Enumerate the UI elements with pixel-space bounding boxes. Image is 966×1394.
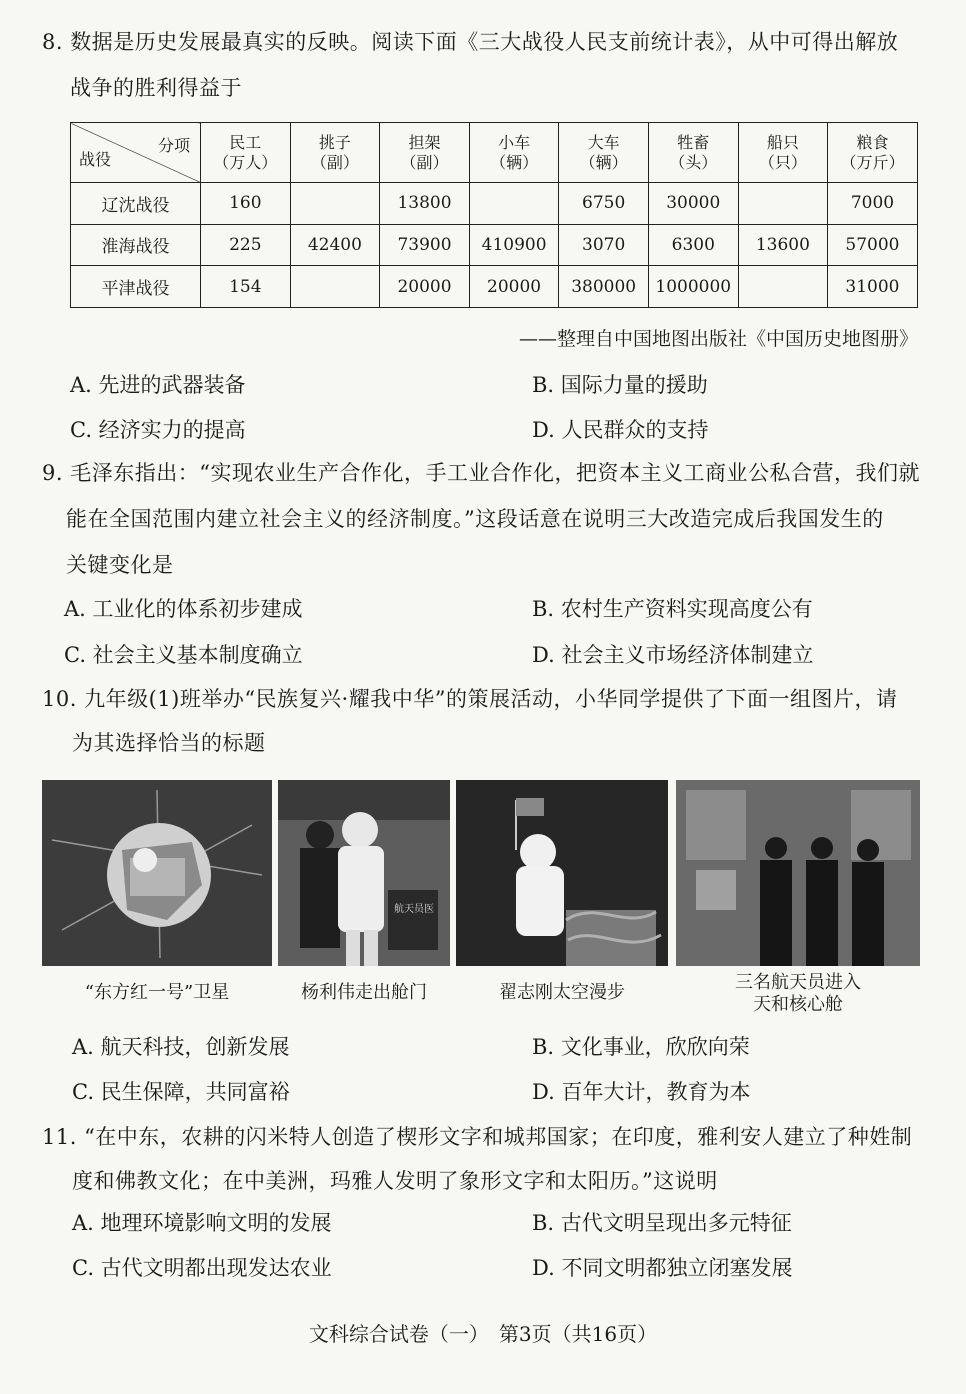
astronauts-in-module-icon [676,780,920,966]
table-cell [738,266,828,308]
q11-option-a: A. 地理环境影响文明的发展 [72,1211,332,1235]
q9-option-d: D. 社会主义市场经济体制建立 [532,643,814,667]
q8-option-a: A. 先进的武器装备 [70,373,246,397]
column-header: 船只 （只） [738,123,828,183]
table-corner-cell [71,123,201,183]
q8-option-b: B. 国际力量的援助 [532,373,708,397]
table-cell: 13800 [380,183,470,225]
table-source-note: ——整理自中国地图出版社《中国历史地图册》 [518,328,918,350]
question-9-line-1: 9. 毛泽东指出：“实现农业生产合作化，手工业合作化，把资本主义工商业公私合营，我们就 [42,461,920,485]
table-row [71,266,918,308]
battle-name: 淮海战役 [71,224,201,266]
table-cell: 30000 [648,183,738,225]
tianhe-core-module-photo [676,780,920,966]
table-row [71,183,918,225]
table-cell: 6750 [559,183,649,225]
q10-option-b: B. 文化事业，欣欣向荣 [532,1035,750,1059]
table-cell: 13600 [738,224,828,266]
caption-tianhe-line-2: 天和核心舱 [753,994,843,1015]
page-footer: 文科综合试卷（一） 第3页（共16页） [308,1322,658,1346]
q11-option-c: C. 古代文明都出现发达农业 [72,1256,332,1280]
column-header: 粮食 （万斤） [828,123,918,183]
column-header: 大车 （辆） [559,123,649,183]
table-cell: 42400 [290,224,380,266]
support-statistics-table [70,122,918,308]
table-cell [290,183,380,225]
table-cell: 154 [201,266,291,308]
table-row [71,224,918,266]
table-cell: 20000 [380,266,470,308]
question-8-line-2: 战争的胜利得益于 [70,76,242,100]
satellite-icon [42,780,272,966]
caption-satellite: “东方红一号”卫星 [84,982,230,1003]
table-cell: 1000000 [648,266,738,308]
corner-item-label: 分项 [157,136,190,155]
astronaut-exit-icon [278,780,450,966]
table-cell: 6300 [648,224,738,266]
corner-battle-label: 战役 [79,150,112,169]
spacewalk-icon [456,780,668,966]
table-cell: 31000 [828,266,918,308]
battle-name: 平津战役 [71,266,201,308]
q9-option-c: C. 社会主义基本制度确立 [64,643,303,667]
table-cell [290,266,380,308]
dongfanghong-satellite-photo [42,780,272,966]
caption-tianhe-line-1: 三名航天员进入 [735,972,861,993]
photo-sign-text: 航天员医 [394,904,434,915]
caption-zhai-zhigang: 翟志刚太空漫步 [499,982,625,1003]
question-10-line-1: 10. 九年级(1)班举办“民族复兴·耀我中华”的策展活动，小华同学提供了下面一组图片，请 [42,687,898,711]
zhai-zhigang-photo [456,780,668,966]
question-11-line-1: 11. “在中东，农耕的闪米特人创造了楔形文字和城邦国家；在印度，雅利安人建立了种姓制 [42,1125,913,1149]
column-header: 挑子 （副） [290,123,380,183]
table-cell: 20000 [469,266,559,308]
question-9-line-3: 关键变化是 [66,553,174,577]
q11-option-b: B. 古代文明呈现出多元特征 [532,1211,792,1235]
table-cell [738,183,828,225]
q8-option-c: C. 经济实力的提高 [70,418,246,442]
q9-option-b: B. 农村生产资料实现高度公有 [532,597,813,621]
caption-yang-liwei: 杨利伟走出舱门 [301,982,427,1003]
battle-name: 辽沈战役 [71,183,201,225]
column-header: 小车 （辆） [469,123,559,183]
yang-liwei-photo [278,780,450,966]
table-cell: 7000 [828,183,918,225]
q10-option-d: D. 百年大计，教育为本 [532,1080,751,1104]
question-11-line-2: 度和佛教文化；在中美洲，玛雅人发明了象形文字和太阳历。”这说明 [72,1169,718,1193]
question-10-line-2: 为其选择恰当的标题 [72,731,266,755]
table-cell: 410900 [469,224,559,266]
table-cell: 380000 [559,266,649,308]
question-8-line-1: 8. 数据是历史发展最真实的反映。阅读下面《三大战役人民支前统计表》，从中可得出解放 [42,30,899,54]
q11-option-d: D. 不同文明都独立闭塞发展 [532,1256,793,1280]
question-9-line-2: 能在全国范围内建立社会主义的经济制度。”这段话意在说明三大改造完成后我国发生的 [66,507,884,531]
table-cell: 160 [201,183,291,225]
q10-option-a: A. 航天科技，创新发展 [72,1035,290,1059]
q8-option-d: D. 人民群众的支持 [532,418,709,442]
q9-option-a: A. 工业化的体系初步建成 [64,597,303,621]
table-cell: 73900 [380,224,470,266]
table-header-row [71,123,918,183]
table-cell: 57000 [828,224,918,266]
table-cell: 225 [201,224,291,266]
table-cell [469,183,559,225]
column-header: 民工 （万人） [201,123,291,183]
table-cell: 3070 [559,224,649,266]
q10-option-c: C. 民生保障，共同富裕 [72,1080,290,1104]
column-header: 担架 （副） [380,123,470,183]
column-header: 牲畜 （头） [648,123,738,183]
